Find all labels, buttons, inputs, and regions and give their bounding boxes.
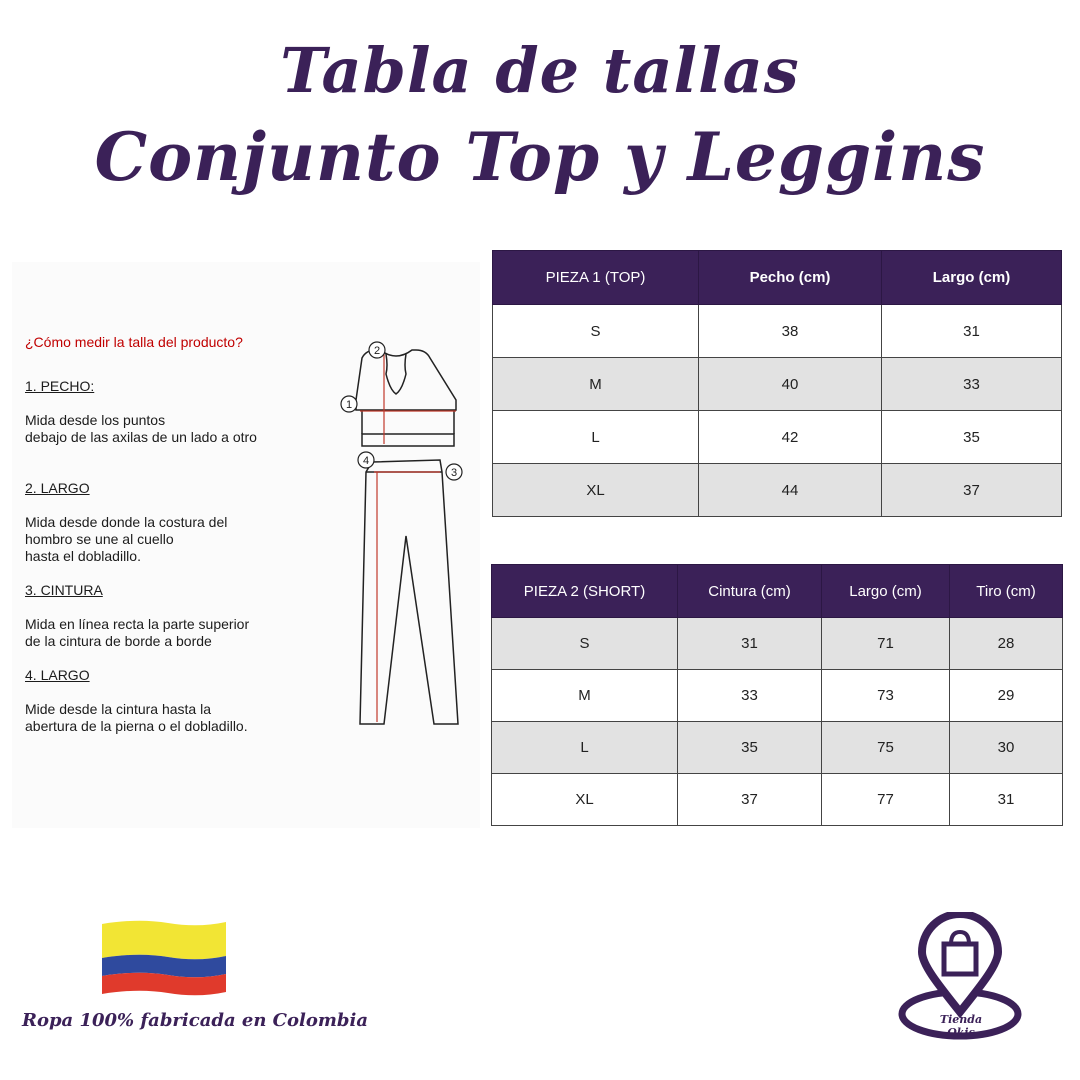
size-cell: XL: [492, 774, 678, 826]
guide-text-pecho-2: debajo de las axilas de un lado a otro: [25, 429, 257, 445]
value-cell: 73: [822, 670, 950, 722]
pants-garment-outline: [360, 460, 458, 724]
table-row: [492, 774, 1063, 826]
colombia-flag-icon: [98, 918, 230, 1000]
marker-1-label: 1: [345, 399, 353, 411]
column-header: Pecho (cm): [699, 251, 882, 305]
guide-heading-cintura: 3. CINTURA: [25, 582, 103, 598]
column-header: Largo (cm): [822, 565, 950, 618]
guide-text-largo-pant-2: abertura de la pierna o el dobladillo.: [25, 718, 248, 734]
guide-heading-largo-pant: 4. LARGO: [25, 667, 90, 683]
guide-text-cintura-1: Mida en línea recta la parte superior: [25, 616, 250, 632]
value-cell: 31: [882, 305, 1062, 358]
table-row: [493, 411, 1062, 464]
guide-text-pecho-1: Mida desde los puntos: [25, 412, 166, 428]
value-cell: 42: [699, 411, 882, 464]
guide-text-cintura-2: de la cintura de borde a borde: [25, 633, 212, 649]
table-header-row: [493, 251, 1062, 305]
value-cell: 37: [882, 464, 1062, 517]
garment-measurement-illustration: [336, 336, 472, 728]
table-row: [492, 670, 1063, 722]
column-header: Largo (cm): [882, 251, 1062, 305]
marker-4-label: 4: [362, 455, 370, 467]
size-cell: S: [492, 618, 678, 670]
brand-name: Tienda Okis: [939, 1013, 983, 1039]
marker-2-label: 2: [373, 345, 381, 357]
value-cell: 40: [699, 358, 882, 411]
value-cell: 33: [882, 358, 1062, 411]
size-cell: M: [492, 670, 678, 722]
value-cell: 28: [950, 618, 1063, 670]
marker-3-label: 3: [450, 467, 458, 479]
value-cell: 31: [950, 774, 1063, 826]
guide-text-largo-pant-1: Mide desde la cintura hasta la: [25, 701, 211, 717]
column-header: Tiro (cm): [950, 565, 1063, 618]
size-cell: S: [493, 305, 699, 358]
value-cell: 77: [822, 774, 950, 826]
made-in-colombia-caption: Ropa 100% fabricada en Colombia: [22, 1010, 368, 1031]
value-cell: 35: [882, 411, 1062, 464]
guide-heading-pecho: 1. PECHO:: [25, 378, 95, 394]
value-cell: 33: [678, 670, 822, 722]
guide-question: ¿Cómo medir la talla del producto?: [25, 334, 243, 350]
table-row: [492, 618, 1063, 670]
value-cell: 35: [678, 722, 822, 774]
column-header: PIEZA 2 (SHORT): [492, 565, 678, 618]
table-header-row: [492, 565, 1063, 618]
value-cell: 31: [678, 618, 822, 670]
value-cell: 38: [699, 305, 882, 358]
top-garment-outline: [356, 350, 456, 446]
table-row: [492, 722, 1063, 774]
measurement-lines: [360, 354, 456, 722]
column-header: PIEZA 1 (TOP): [493, 251, 699, 305]
value-cell: 71: [822, 618, 950, 670]
size-cell: L: [492, 722, 678, 774]
size-cell: L: [493, 411, 699, 464]
value-cell: 37: [678, 774, 822, 826]
title-line-2: Conjunto Top y Leggins: [94, 118, 986, 196]
value-cell: 29: [950, 670, 1063, 722]
value-cell: 75: [822, 722, 950, 774]
table-row: [493, 464, 1062, 517]
size-table-top: [492, 250, 1062, 517]
table-row: [493, 305, 1062, 358]
guide-text-largo-top-3: hasta el dobladillo.: [25, 548, 141, 564]
column-header: Cintura (cm): [678, 565, 822, 618]
guide-text-largo-top-1: Mida desde donde la costura del: [25, 514, 228, 530]
guide-text-largo-top-2: hombro se une al cuello: [25, 531, 174, 547]
value-cell: 30: [950, 722, 1063, 774]
size-table-short: [491, 564, 1063, 826]
guide-heading-largo-top: 2. LARGO: [25, 480, 90, 496]
value-cell: 44: [699, 464, 882, 517]
table-row: [493, 358, 1062, 411]
size-cell: M: [493, 358, 699, 411]
title-line-1: Tabla de tallas: [280, 34, 800, 107]
flag-yellow-band: [102, 921, 226, 960]
size-cell: XL: [493, 464, 699, 517]
